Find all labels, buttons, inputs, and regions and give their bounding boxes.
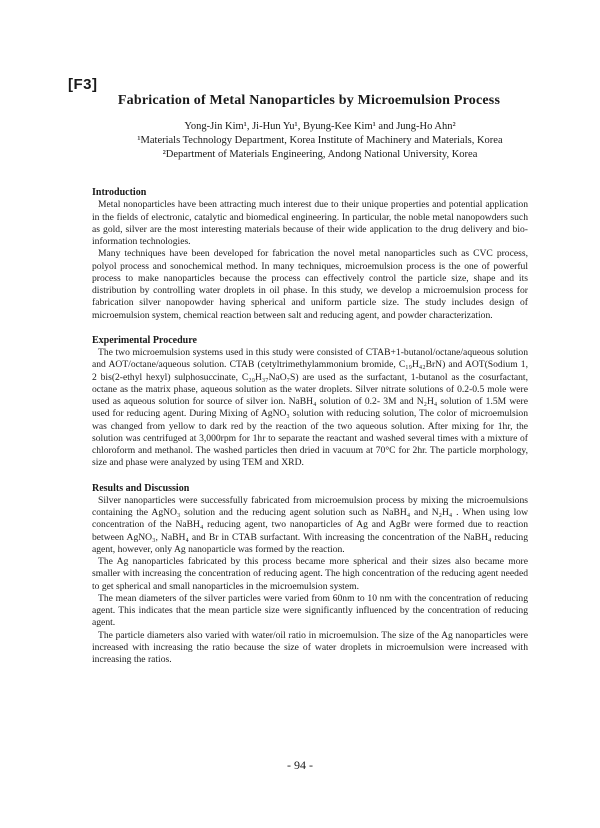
introduction-heading: Introduction: [92, 187, 147, 198]
results-paragraph-1: Silver nanoparticles were successfully fabricated from microemulsion process by mixing the microemulsions containing the AgNO₃ solution and the reducing agent solution such as NaBH₄ and N₂H₄ . When using low concentration of the NaBH₄ reducing agent, two nanoparticles of Ag and AgBr were formed due to reaction between AgNO₃, NaBH₄ and Br in CTAB surfactant. With increasing the concentration of the NaBH₄ reducing agent, however, only Ag nanoparticle was formed by the reaction.: [92, 494, 528, 555]
experimental-paragraph-1: The two microemulsion systems used in this study were consisted of CTAB+1-butanol/octane/aqueous solution and AOT/octane/aqueous solution. CTAB (cetyltrimethylammonium bromide, C₁₉H₄₂BrN) and AOT(Sodium 1, 2 bis(2-ethyl hexyl) sulphosuccinate, C₂₀H₃₇NaO₇S) are used as the surfactant, 1-butanol as the cosurfactant, octane as the matrix phase, aqueous solution as the water droplets. Silver nitrate solutions of 0.2-0.5 mole were used as aqueous solution for source of silver ion. NaBH₄ solution of 0.2- 3M and N₂H₄ solution of 1.5M were used for reducing agent. During Mixing of AgNO₃ solution with reducing solution, The color of microemulsion was changed from yellow to dark red by the reaction of the two aqueous solution. After mixing for 1hr, the solution was centrifuged at 3,000rpm for 1hr to separate the reactant and washed several times with a mixture of chloroform and methanol. The washed particles then dried in vacuum at 70°C for 2hr. The particle morphology, size and phase were analyzed by using TEM and XRD.: [92, 347, 528, 469]
results-paragraph-2: The Ag nanoparticles fabricated by this process became more spherical and their sizes also became more smaller with increasing the concentration of reducing agent. The high concentration of the reducing agent needed to get spherical and small nanoparticles in the microemulsion system.: [92, 556, 528, 592]
introduction-paragraph-2: Many techniques have been developed for fabrication the novel metal nanoparticles such as CVC process, polyol process and sonochemical method. In many techniques, microemulsion process is the one of powerful process to make nanoparticles because the process can effectively control the particle size, shape and its distribution by controlling water droplets in oil phase. In this study, we develop a microemulsion process for fabrication silver nanopowder having spherical and uniform particle size. The study includes design of microemulsion system, chemical reaction between salt and reducing agent, and powder characterization.: [92, 248, 528, 321]
author-list: Yong-Jin Kim¹, Ji-Hun Yu¹, Byung-Kee Kim¹ and Jung-Ho Ahn²: [184, 121, 456, 132]
results-paragraph-3: The mean diameters of the silver particles were varied from 60nm to 10 nm with the concentration of reducing agent. This indicates that the mean particle size were significantly influenced by the concentration of reducing agent.: [92, 592, 528, 629]
experimental-heading: Experimental Procedure: [92, 334, 197, 346]
introduction-paragraph-1: Metal nonoparticles have been attracting much interest due to their unique properties and potential application in the fields of electronic, catalytic and biomedical engineering. In particular, the noble metal nanopowders such as gold, silver are the most interesting materials because of their wide application to the drug delivery and bio-information technologies.: [92, 199, 528, 247]
paper-body: [92, 187, 528, 666]
results-heading: Results and Discussion: [92, 482, 190, 494]
results-paragraph-4: The particle diameters also varied with water/oil ratio in microemulsion. The size of the Ag nanoparticles were increased with increasing the ratio because the size of water droplets in microemulsion were increased with increasing the ratios.: [92, 629, 528, 665]
abstract-code: [F3]: [68, 76, 98, 93]
author-block: [0, 120, 600, 162]
page-number: - 94 -: [287, 758, 313, 772]
paper-title: Fabrication of Metal Nanoparticles by Microemulsion Process: [117, 93, 501, 108]
affiliation-1: ¹Materials Technology Department, Korea Institute of Machinery and Materials, Korea: [137, 135, 503, 146]
affiliation-2: ²Department of Materials Engineering, Andong National University, Korea: [162, 149, 478, 160]
